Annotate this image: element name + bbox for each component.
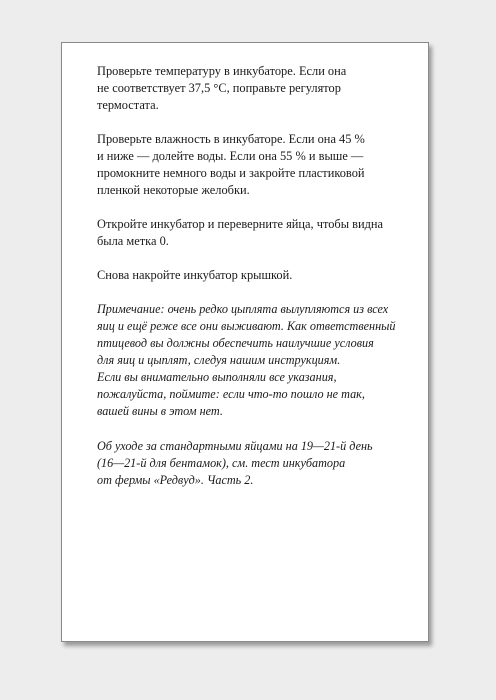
paragraph-temperature: [97, 63, 427, 114]
text-line: (16—21-й для бентамок), см. тест инкубатора: [97, 456, 346, 470]
text-line: для яиц и цыплят, следуя нашим инструкциям.: [97, 353, 341, 367]
text-line: Проверьте влажность в инкубаторе. Если она 45 %: [97, 132, 365, 146]
text-line: Снова накройте инкубатор крышкой.: [97, 268, 293, 282]
text-line: пленкой некоторые желобки.: [97, 183, 250, 197]
text-line: птицевод вы должны обеспечить наилучшие условия: [97, 336, 374, 350]
text-line: и ниже — долейте воды. Если она 55 % и выше —: [97, 149, 364, 163]
text-line: яиц и ещё реже все они выживают. Как ответственный: [97, 319, 396, 333]
text-line: не соответствует 37,5 °C, поправьте регулятор: [97, 81, 341, 95]
paragraph-gap: [97, 114, 427, 131]
text-line: Если вы внимательно выполняли все указания,: [97, 370, 337, 384]
text-line: Откройте инкубатор и переверните яйца, чтобы видна: [97, 217, 384, 231]
paragraph-reference: [97, 438, 427, 489]
page-text: [97, 63, 427, 489]
text-line: была метка 0.: [97, 234, 169, 248]
paragraph-turn-eggs: [97, 216, 427, 250]
text-line: вашей вины в этом нет.: [97, 404, 223, 418]
paragraph-humidity: [97, 131, 427, 199]
text-line: Примечание: очень редко цыплята вылупляются из всех: [97, 302, 389, 316]
paragraph-gap: [97, 284, 427, 301]
paragraph-gap: [97, 199, 427, 216]
text-line: Об уходе за стандартными яйцами на 19—21-й день: [97, 439, 373, 453]
paragraph-gap: [97, 250, 427, 267]
text-line: Проверьте температуру в инкубаторе. Если она: [97, 64, 347, 78]
paragraph-gap: [97, 420, 427, 438]
text-line: пожалуйста, поймите: если что-то пошло не так,: [97, 387, 365, 401]
document-page: [61, 42, 429, 642]
text-line: от фермы «Редвуд». Часть 2.: [97, 473, 254, 487]
text-line: промокните немного воды и закройте пластиковой: [97, 166, 365, 180]
text-line: термостата.: [97, 98, 159, 112]
paragraph-cover: [97, 267, 427, 284]
paragraph-note: [97, 301, 427, 420]
